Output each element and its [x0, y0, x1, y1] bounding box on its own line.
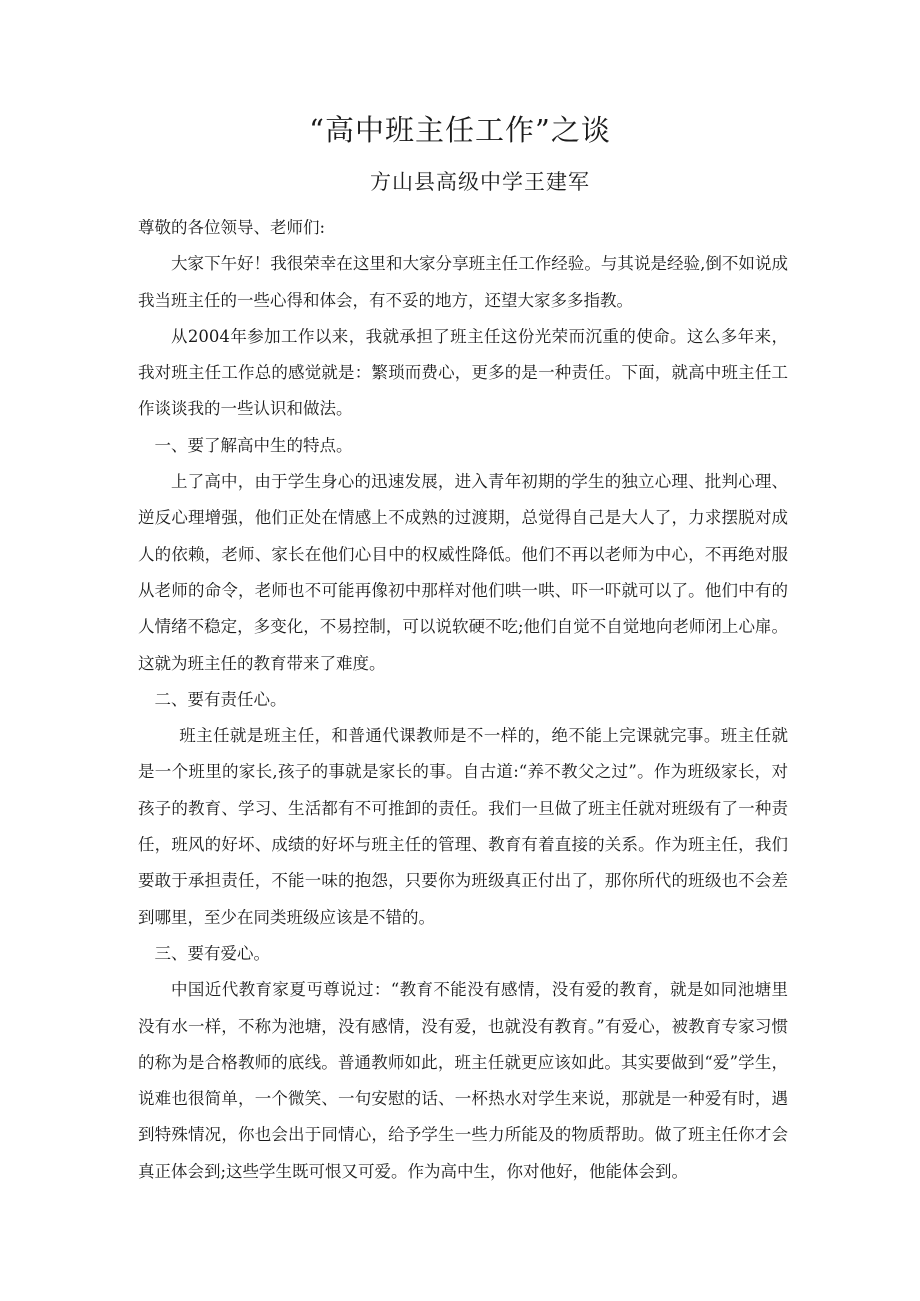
section-heading-3: 三、要有爱心。: [154, 943, 270, 963]
section-heading-2: 二、要有责任心。: [154, 689, 287, 709]
document-body: [138, 210, 788, 1190]
paragraph-section-1: 上了高中，由于学生身心的迅速发展，进入青年初期的学生的独立心理、批判心理、逆反心理增强，他们正处在情感上不成熟的过渡期，总觉得自己是大人了，力求摆脱对成人的依赖，老师、家长在他们心目中的权威性降低。他们不再以老师为中心，不再绝对服从老师的命令，老师也不可能再像初中那样对他们哄一哄、吓一吓就可以了。他们中有的人情绪不稳定，多变化，不易控制，可以说软硬不吃;他们自觉不自觉地向老师闭上心扉。这就为班主任的教育带来了难度。: [138, 472, 788, 673]
paragraph-greeting: 大家下午好！我很荣幸在这里和大家分享班主任工作经验。与其说是经验,倒不如说成我当班主任的一些心得和体会，有不妥的地方，还望大家多多指教。: [138, 254, 788, 310]
document-author: 方山县高级中学王建军: [370, 170, 590, 194]
paragraph-section-2: 班主任就是班主任，和普通代课教师是不一样的，绝不能上完课就完事。班主任就是一个班里的家长,孩子的事就是家长的事。自古道:“养不教父之过”。作为班级家长，对孩子的教育、学习、生活都有不可推卸的责任。我们一旦做了班主任就对班级有了一种责任，班风的好坏、成绩的好坏与班主任的管理、教育有着直接的关系。作为班主任，我们要敢于承担责任，不能一味的抱怨，只要你为班级真正付出了，那你所代的班级也不会差到哪里，至少在同类班级应该是不错的。: [138, 726, 788, 927]
salutation: 尊敬的各位领导、老师们:: [138, 218, 326, 237]
section-heading-1: 一、要了解高中生的特点。: [154, 435, 353, 455]
paragraph-section-3: 中国近代教育家夏丏尊说过：“教育不能没有感情，没有爱的教育，就是如同池塘里没有水一样，不称为池塘，没有感情，没有爱，也就没有教育。”有爱心，被教育专家习惯的称为是合格教师的底线。普通教师如此，班主任就更应该如此。其实要做到“爱”学生，说难也很简单，一个微笑、一句安慰的话、一杯热水对学生来说，那就是一种爱有时，遇到特殊情况，你也会出于同情心，给予学生一些力所能及的物质帮助。做了班主任你才会真正体会到;这些学生既可恨又可爱。作为高中生，你对他好，他能体会到。: [138, 980, 788, 1181]
document-title: “高中班主任工作”之谈: [309, 113, 611, 147]
paragraph-intro: 从2004年参加工作以来，我就承担了班主任这份光荣而沉重的使命。这么多年来，我对班主任工作总的感觉就是：繁琐而费心，更多的是一种责任。下面，就高中班主任工作谈谈我的一些认识和做法。: [138, 326, 788, 419]
